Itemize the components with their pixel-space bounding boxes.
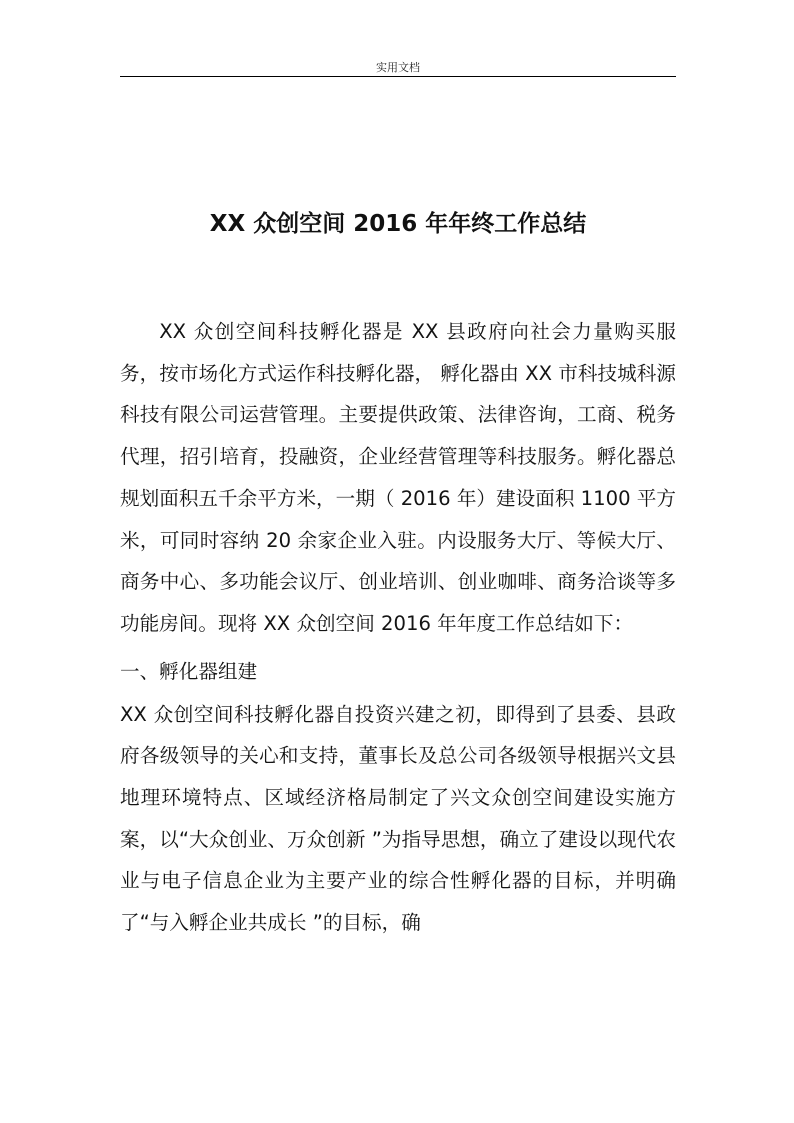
page-header [120, 56, 676, 77]
document-title: XX 众创空间 2016 年年终工作总结 [209, 211, 587, 237]
document-body [120, 311, 676, 944]
section-paragraph: XX 众创空间科技孵化器自投资兴建之初，即得到了县委、县政府各级领导的关心和支持，董事长及总公司各级领导根据兴文县地理环境特点、区域经济格局制定了兴文众创空间建设实施方案，以“大众创业、万众创新 ”为指导思想，确立了建设以现代农业与电子信息企业为主要产业的综合性孵化器的目标，并明确了“与入孵企业共成长 ”的目标，确 [120, 702, 676, 935]
intro-paragraph: XX 众创空间科技孵化器是 XX 县政府向社会力量购买服务，按市场化方式运作科技孵化器， 孵化器由 XX 市科技城科源科技有限公司运营管理。主要提供政策、法律咨询，工商、税务代理，招引培育，投融资，企业经营管理等科技服务。孵化器总规划面积五千余平方米，一期（ 2016 年）建设面积 1100 平方米，可同时容纳 20 余家企业入驻。内设服务大厅、等候大厅、商务中心、多功能会议厅、创业培训、创业咖啡、商务洽谈等多功能房间。现将 XX 众创空间 2016 年年度工作总结如下： [120, 320, 676, 635]
header-text: 实用文档 [376, 61, 420, 74]
section-heading: 一、孵化器组建 [120, 659, 258, 683]
